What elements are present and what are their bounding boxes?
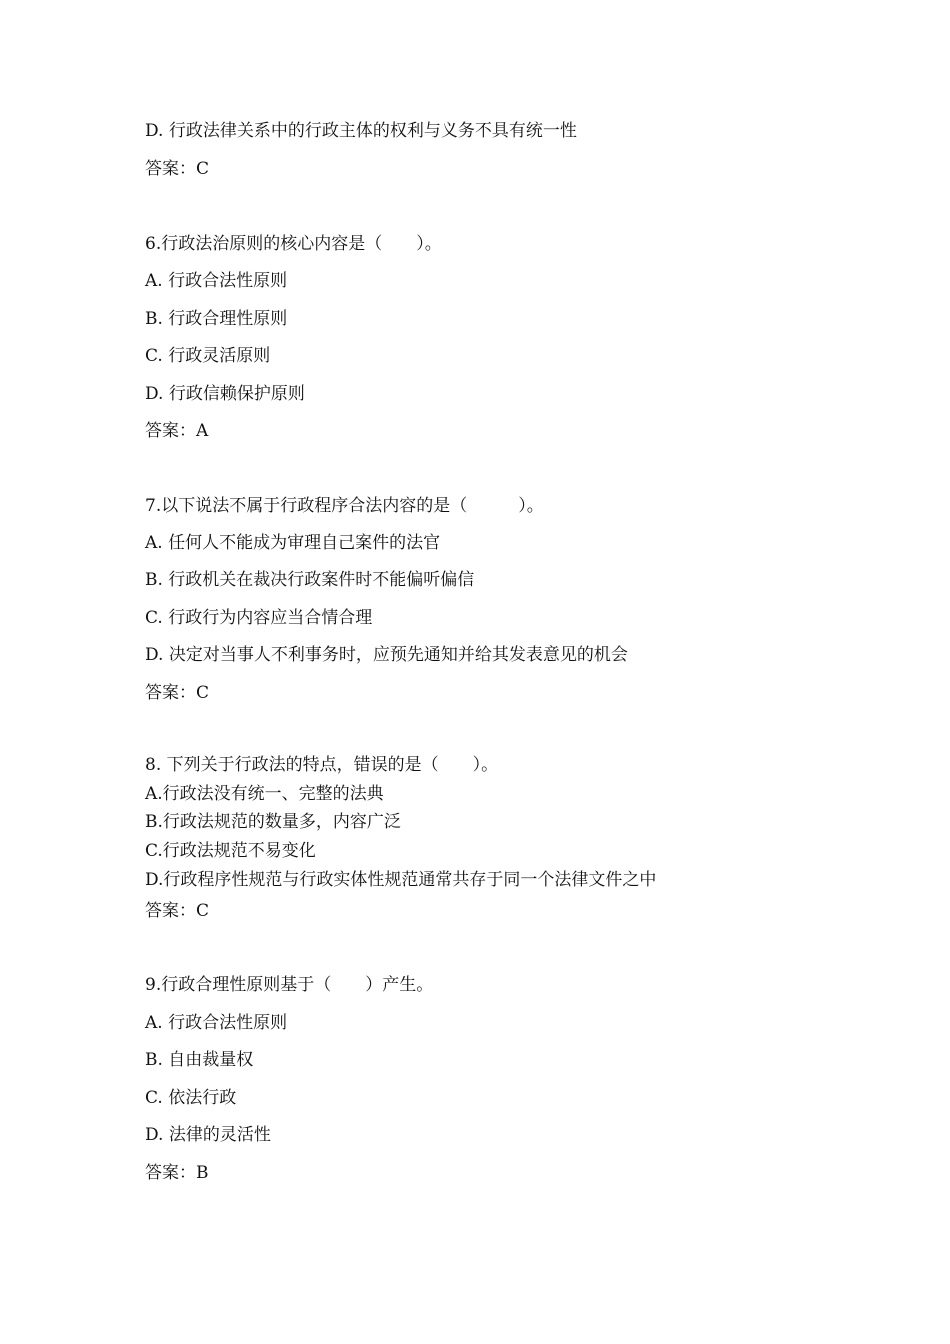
q6-option-b: B. 行政合理性原则 <box>145 309 288 329</box>
q8-option-b: B.行政法规范的数量多，内容广泛 <box>145 812 401 832</box>
q6-option-a: A. 行政合法性原则 <box>145 271 288 291</box>
q7-option-d: D. 决定对当事人不利事务时，应预先通知并给其发表意见的机会 <box>145 645 628 665</box>
q9-stem: 9.行政合理性原则基于（ ）产生。 <box>145 975 434 995</box>
q5-answer: 答案：C <box>145 159 210 179</box>
q7-option-a: A. 任何人不能成为审理自己案件的法官 <box>145 533 441 553</box>
q9-option-b: B. 自由裁量权 <box>145 1050 254 1070</box>
q6-option-d: D. 行政信赖保护原则 <box>145 384 305 404</box>
q8-option-a: A.行政法没有统一、完整的法典 <box>145 784 384 804</box>
q7-answer: 答案：C <box>145 683 210 703</box>
q8-option-c: C.行政法规范不易变化 <box>145 841 316 861</box>
q8-option-d: D.行政程序性规范与行政实体性规范通常共存于同一个法律文件之中 <box>145 870 657 890</box>
q7-option-c: C. 行政行为内容应当合情合理 <box>145 608 373 628</box>
q7-option-b: B. 行政机关在裁决行政案件时不能偏听偏信 <box>145 570 475 590</box>
q9-answer: 答案：B <box>145 1163 209 1183</box>
q9-option-d: D. 法律的灵活性 <box>145 1125 271 1145</box>
q9-option-a: A. 行政合法性原则 <box>145 1013 288 1033</box>
q5-option-d: D. 行政法律关系中的行政主体的权利与义务不具有统一性 <box>145 121 577 141</box>
q8-answer: 答案：C <box>145 901 210 921</box>
q8-stem: 8. 下列关于行政法的特点，错误的是（ ）。 <box>145 755 499 775</box>
q6-option-c: C. 行政灵活原则 <box>145 346 271 366</box>
q6-answer: 答案：A <box>145 421 209 441</box>
q7-stem: 7.以下说法不属于行政程序合法内容的是（ ）。 <box>145 496 544 516</box>
q6-stem: 6.行政法治原则的核心内容是（ ）。 <box>145 234 442 254</box>
q9-option-c: C. 依法行政 <box>145 1088 237 1108</box>
